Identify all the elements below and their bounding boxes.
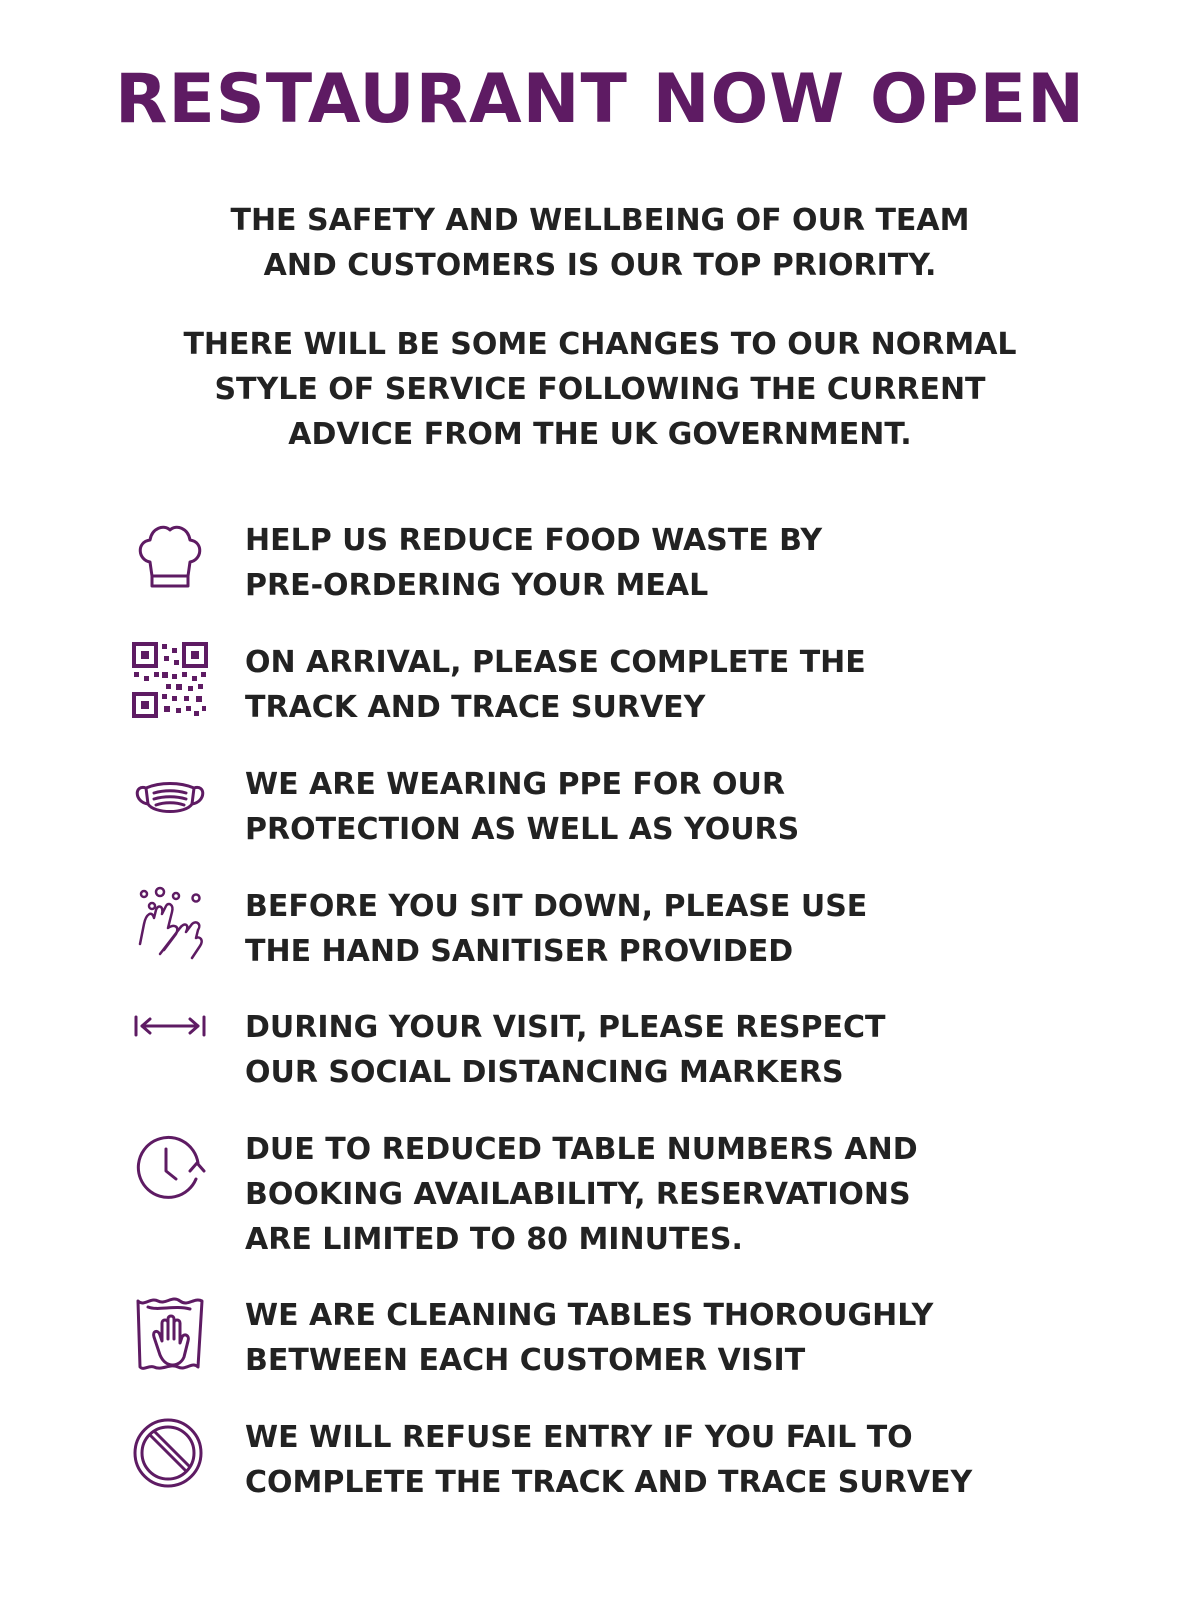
chef-hat-icon bbox=[130, 518, 210, 598]
item-line: ON ARRIVAL, PLEASE COMPLETE THE bbox=[245, 645, 866, 680]
intro-line: THE SAFETY AND WELLBEING OF OUR TEAM bbox=[230, 203, 970, 238]
intro-line: STYLE OF SERVICE FOLLOWING THE CURRENT bbox=[214, 372, 986, 407]
face-mask-icon bbox=[130, 762, 210, 842]
item-line: WE WILL REFUSE ENTRY IF YOU FAIL TO bbox=[245, 1420, 913, 1455]
item-line: PRE-ORDERING YOUR MEAL bbox=[245, 568, 709, 603]
item-line: HELP US REDUCE FOOD WASTE BY bbox=[245, 523, 823, 558]
item-line: OUR SOCIAL DISTANCING MARKERS bbox=[245, 1055, 844, 1090]
item-line: WE ARE WEARING PPE FOR OUR bbox=[245, 767, 785, 802]
qr-code-icon bbox=[130, 640, 210, 720]
cleaning-hand-icon bbox=[130, 1293, 210, 1373]
item-line: COMPLETE THE TRACK AND TRACE SURVEY bbox=[245, 1465, 973, 1500]
clock-icon bbox=[130, 1127, 210, 1207]
item-line: DUE TO REDUCED TABLE NUMBERS AND bbox=[245, 1132, 918, 1167]
item-line: BETWEEN EACH CUSTOMER VISIT bbox=[245, 1343, 806, 1378]
item-line: ARE LIMITED TO 80 MINUTES. bbox=[245, 1222, 743, 1257]
item-line: WE ARE CLEANING TABLES THOROUGHLY bbox=[245, 1298, 934, 1333]
item-line: THE HAND SANITISER PROVIDED bbox=[245, 934, 794, 969]
intro-line: AND CUSTOMERS IS OUR TOP PRIORITY. bbox=[263, 248, 937, 283]
intro-paragraph-1 bbox=[0, 198, 1200, 288]
item-line: TRACK AND TRACE SURVEY bbox=[245, 690, 706, 725]
item-line: BEFORE YOU SIT DOWN, PLEASE USE bbox=[245, 889, 868, 924]
item-line: BOOKING AVAILABILITY, RESERVATIONS bbox=[245, 1177, 911, 1212]
intro-paragraph-2 bbox=[0, 322, 1200, 457]
page-title: RESTAURANT NOW OPEN bbox=[114, 60, 1085, 139]
intro-line: THERE WILL BE SOME CHANGES TO OUR NORMAL bbox=[183, 327, 1017, 362]
hand-wash-icon bbox=[130, 884, 210, 964]
item-line: PROTECTION AS WELL AS YOURS bbox=[245, 812, 800, 847]
item-line: DURING YOUR VISIT, PLEASE RESPECT bbox=[245, 1010, 886, 1045]
no-entry-icon bbox=[130, 1415, 210, 1495]
intro-line: ADVICE FROM THE UK GOVERNMENT. bbox=[288, 417, 912, 452]
distance-arrow-icon bbox=[130, 1005, 210, 1085]
